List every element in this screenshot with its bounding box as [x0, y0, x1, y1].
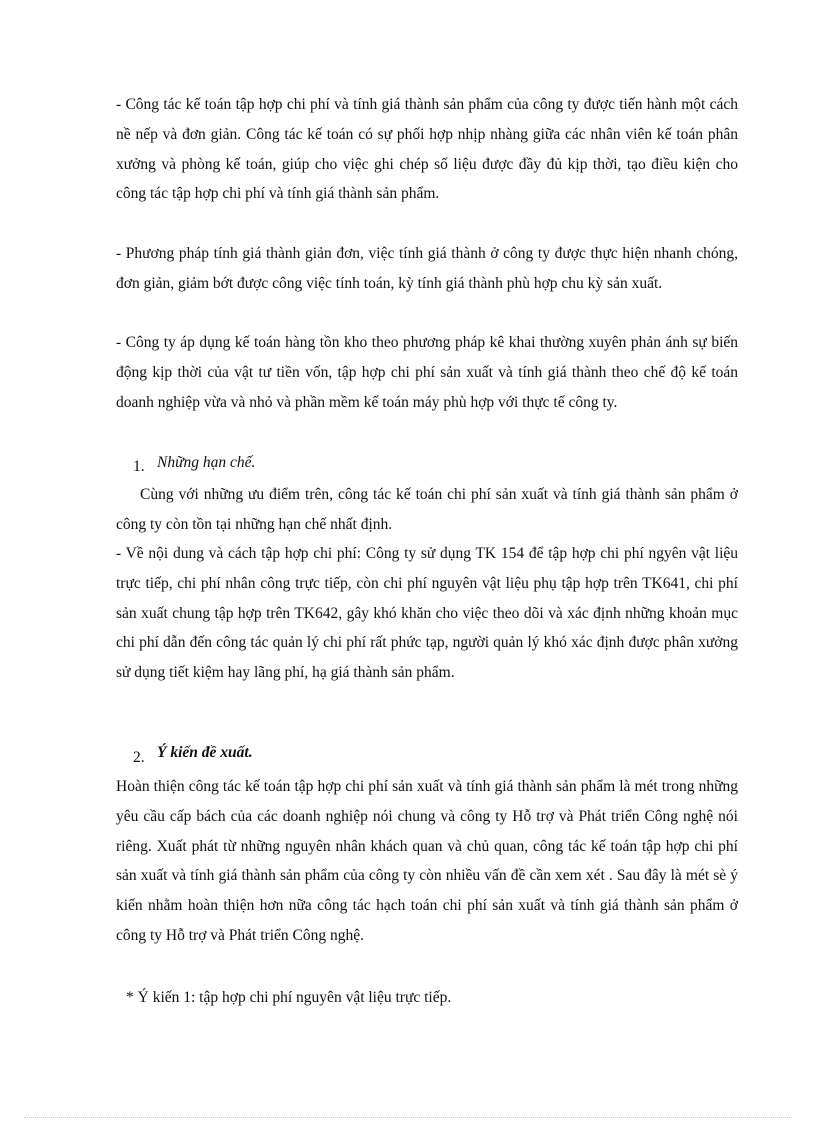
- section-heading-proposals: Ý kiến đề xuất.: [157, 744, 253, 761]
- section-heading-limitations: Những hạn chế.: [157, 454, 256, 471]
- list-number: 1.: [133, 458, 145, 475]
- page-bottom-divider: [24, 1117, 792, 1118]
- paragraph-advantage-3: - Công ty áp dụng kế toán hàng tồn kho theo phương pháp kê khai thường xuyên phản ánh sự biến động kịp thời của vật tư tiền vốn, tập hợp chi phí sản xuất và tính giá thành theo chế độ kế toán doanh nghiệp vừa và nhỏ và phần mềm kế toán máy phù hợp với thực tế công ty.: [116, 334, 738, 411]
- list-number: 2.: [133, 749, 145, 766]
- paragraph-limitations-intro: Cùng với những ưu điểm trên, công tác kế toán chi phí sản xuất và tính giá thành sản phẩm ở công ty còn tồn tại những hạn chế nhất định.: [116, 486, 738, 533]
- paragraph-limitations-detail: - Về nội dung và cách tập hợp chi phí: Công ty sử dụng TK 154 để tập hợp chi phí ngyên vật liệu trực tiếp, chi phí nhân công trực tiếp, còn chi phí nguyên vật liệu phụ tập hợp trên TK641, chi phí sản xuất chung tập hợp trên TK642, gây khó khăn cho việc theo dõi và xác định những khoản mục chi phí dẫn đến công tác quản lý chi phí rất phức tạp, người quản lý khó xác định được phân xưởng sử dụng tiết kiệm hay lãng phí, hạ giá thành sản phẩm.: [116, 545, 738, 682]
- paragraph-opinion-1: * Ý kiến 1: tập hợp chi phí nguyên vật liệu trực tiếp.: [126, 989, 452, 1006]
- paragraph-advantage-2: - Phương pháp tính giá thành giản đơn, việc tính giá thành ở công ty được thực hiện nhanh chóng, đơn giản, giảm bớt được công việc tính toán, kỳ tính giá thành phù hợp chu kỳ sản xuất.: [116, 245, 738, 292]
- paragraph-advantage-1: - Công tác kế toán tập hợp chi phí và tính giá thành sản phẩm của công ty được tiến hành một cách nề nếp và đơn giản. Công tác kế toán có sự phối hợp nhịp nhàng giữa các nhân viên kế toán phân xưởng và phòng kế toán, giúp cho việc ghi chép số liệu được đầy đủ kịp thời, tạo điều kiện cho công tác tập hợp chi phí và tính giá thành sản phẩm.: [116, 96, 738, 203]
- paragraph-proposals: Hoàn thiện công tác kế toán tập hợp chi phí sản xuất và tính giá thành sản phẩm là mét trong những yêu cầu cấp bách của các doanh nghiệp nói chung và công ty Hỗ trợ và Phát triển Công nghệ nói riêng. Xuất phát từ những nguyên nhân khách quan và chủ quan, công tác kế toán tập hợp chi phí sản xuất và tính giá thành sản phẩm của công ty còn nhiều vấn đề cần xem xét . Sau đây là mét sè ý kiến nhằm hoàn thiện hơn nữa công tác hạch toán chi phí sản xuất và tính giá thành sản phẩm ở công ty Hỗ trợ và Phát triển Công nghệ.: [116, 778, 738, 944]
